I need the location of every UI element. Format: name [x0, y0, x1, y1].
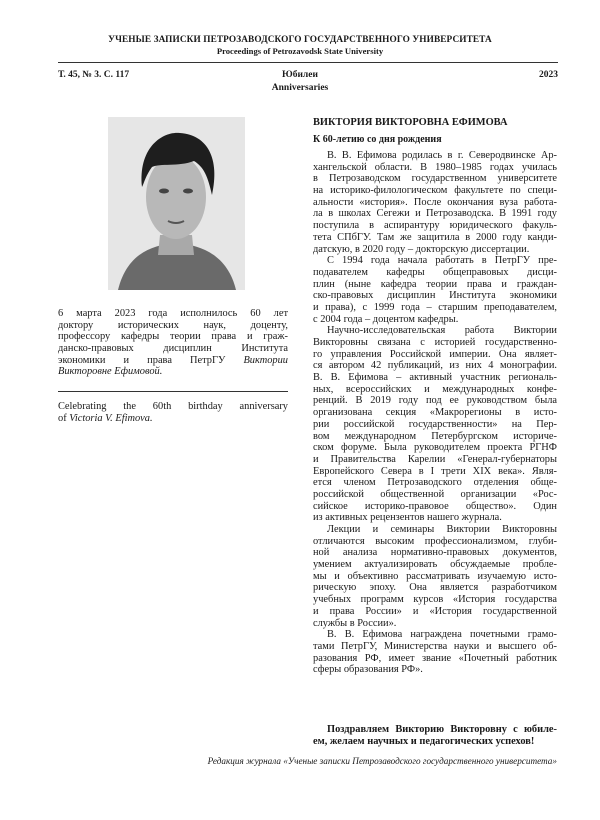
paragraph-line: поступила в аспирантуру юридического факуль- [313, 220, 557, 232]
article-title: ВИКТОРИЯ ВИКТОРОВНА ЕФИМОВА [313, 117, 508, 128]
closing-line: ем, желаем научных и педагогических успехов! [313, 735, 535, 747]
editorial-signature: Редакция журнала «Ученые записки Петрозаводского государственного университета» [207, 756, 557, 766]
paragraph-line: В. В. Ефимова – активный участник региональ- [313, 372, 557, 384]
paragraph-line: Лекции и семинары Виктории Викторовны [327, 524, 557, 535]
text: of [58, 412, 70, 424]
paragraph-line: плин (ныне кафедра теории права и граждан- [313, 278, 557, 290]
paragraph-line: ренций. В 2019 году под ее руководством была [313, 395, 557, 407]
paragraph-line: разования РФ, имеет звание «Почетный работник [313, 652, 557, 664]
paragraph-line: ся автором 42 публикаций, из них 4 монографии. [313, 360, 557, 372]
paragraph-line: В. В. Ефимова награждена почетными грамо- [327, 629, 557, 641]
paragraph-line: службы в России». [313, 617, 397, 629]
caption-line: профессору кафедры теории права и граж- [58, 331, 288, 343]
paragraph-line: и Правительства Карелии «Генерал-губернаторы [313, 453, 557, 465]
paragraph-line: рическую эпоху. Она является разработчиком [313, 582, 557, 594]
header-divider [58, 62, 558, 63]
paragraph-line: ной анализа нормативно-правовых документов, [313, 547, 557, 559]
paragraph-line: ском форуме. Была руководителем проекта РГНФ [313, 442, 557, 454]
paragraph-line: с 2004 года – доцентом кафедры. [313, 313, 459, 325]
paragraph-line: Научно-исследовательская работа Виктории [327, 325, 557, 337]
volume-info: Т. 45, № 3. С. 117 [58, 70, 130, 80]
paragraph-line: отличаются высоким профессионализмом, глуби- [313, 535, 557, 547]
paragraph-line: подавателем кафедры общеправовых дисци- [313, 266, 557, 278]
paragraph-line: и права), с 1999 года – старшим преподавателем, [313, 301, 557, 313]
paragraph-line: сферы образования РФ». [313, 664, 423, 676]
paragraph-line: тами ПетрГУ, Министерства науки и высшего об- [313, 640, 557, 652]
paragraph-line: организована секция «Макрорегионы в исто- [313, 407, 557, 419]
paragraph-line: ско-правовых дисциплин Института экономики [313, 290, 557, 302]
paragraph-line: тета СПбГУ. Там же защитила в 2000 году канди- [313, 231, 557, 243]
english-caption [58, 401, 288, 424]
closing-line: Поздравляем Викторию Викторовну с юбиле- [327, 724, 557, 735]
article-body [313, 150, 557, 676]
paragraph-line: из активных рецензентов нашего журнала. [313, 512, 502, 524]
paragraph-line: в Петрозаводском государственном университете [313, 173, 557, 185]
section-title-ru: Юбилеи [282, 70, 318, 80]
english-caption-line [58, 413, 288, 425]
paragraph-line: мы и объективно рассматривать изучаемую исто- [313, 570, 557, 582]
person-name: Виктории [243, 354, 288, 366]
paragraph-line: альности «история». После окончания вуза работа- [313, 196, 557, 208]
caption-line: доктору исторических наук, доценту, [58, 319, 288, 331]
text: экономики и права ПетрГУ [58, 354, 244, 366]
paragraph-line: Викторовны связана с историей государственно- [313, 337, 557, 348]
paragraph-line: ется членом Петрозаводского отделения обще- [313, 477, 557, 489]
paragraph-line: ных, всероссийских и международных конфе- [313, 383, 557, 395]
paragraph-line: на историко-филологическом факультете по специ- [313, 185, 557, 197]
paragraph-line: учебных программ курсов «История государства [313, 594, 557, 606]
caption-line: 6 марта 2023 года исполнилось 60 лет [58, 308, 288, 319]
person-name-en: Victoria V. Efimova. [69, 412, 153, 424]
section-title-en: Anniversaries [271, 83, 329, 93]
paragraph-line: умением актуализировать обсуждаемые пробле- [313, 559, 557, 571]
paragraph-line: рии российской государственности» на Пер- [313, 418, 557, 430]
paragraph-line: датскую, в 2020 году – докторскую диссертации. [313, 243, 530, 255]
journal-title-en: Proceedings of Petrozavodsk State University [216, 46, 384, 56]
paragraph-line: В. В. Ефимова родилась в г. Северодвинске Ар- [327, 150, 557, 161]
photo-caption [58, 308, 288, 378]
caption-line: Викторовне Ефимовой. [58, 366, 163, 378]
paragraph-line: хангельской области. В 1980–1985 годах училась [313, 161, 557, 173]
portrait-photo [108, 117, 245, 290]
paragraph-line: российской общественной организации «Рос- [313, 488, 557, 500]
english-caption-line: Celebrating the 60th birthday anniversary [58, 401, 288, 412]
year: 2023 [539, 70, 558, 80]
caption-line: данско-правовых дисциплин Института [58, 343, 288, 355]
caption-line [58, 355, 288, 367]
paragraph-line: ла в школах Сегежи и Петрозаводска. В 1991 году [313, 208, 557, 220]
caption-divider [58, 391, 288, 392]
paragraph-line: го управления Российской империи. Она являет- [313, 348, 557, 360]
paragraph-line: вом международном Петербургском историче- [313, 430, 557, 442]
journal-title-ru: УЧЕНЫЕ ЗАПИСКИ ПЕТРОЗАВОДСКОГО ГОСУДАРСТВЕННОГО УНИВЕРСИТЕТА [108, 35, 492, 45]
paragraph-line: Европейского Севера в I трети XIX века». Явля- [313, 465, 557, 477]
paragraph-line: сийское историко-правовое общество». Один [313, 500, 557, 512]
closing-greeting [313, 724, 557, 747]
article-subtitle: К 60-летию со дня рождения [313, 134, 442, 145]
paragraph-line: и права России» и «История государственной [313, 605, 557, 617]
paragraph-line: С 1994 года начала работать в ПетрГУ пре- [327, 255, 557, 267]
